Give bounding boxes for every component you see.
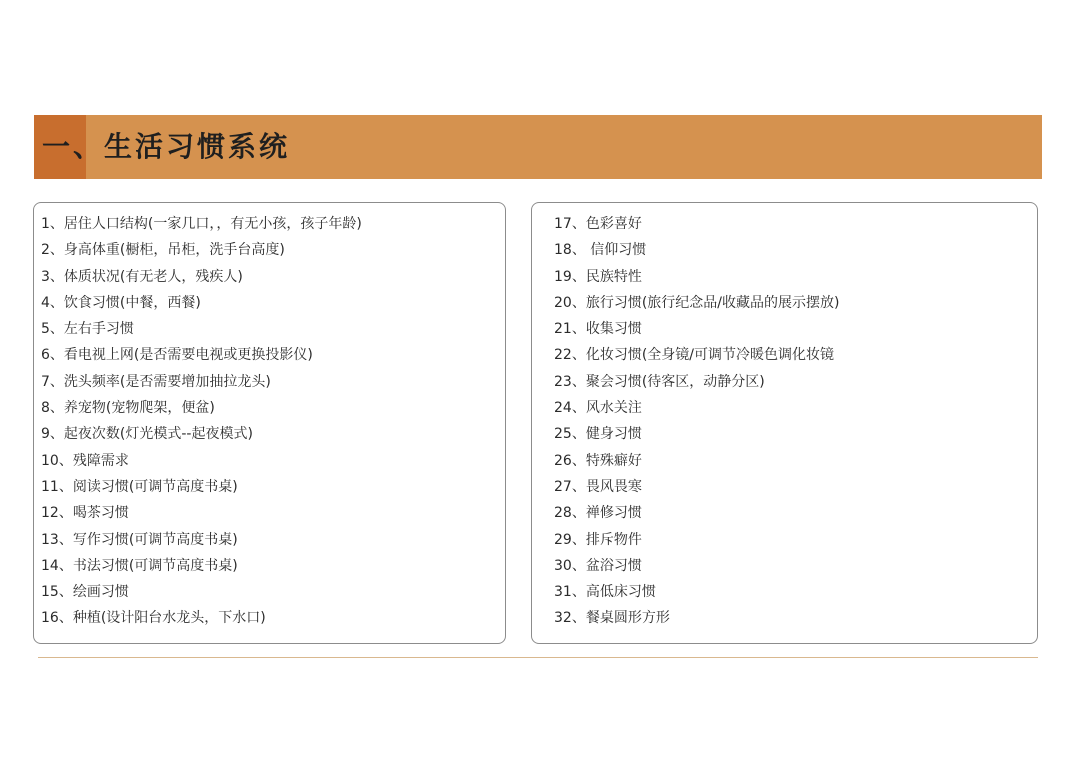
habit-list-item: 30、盆浴习惯 (554, 557, 642, 574)
habit-list-item: 8、养宠物(宠物爬架，便盆) (41, 400, 215, 417)
habit-list-item: 19、民族特性 (554, 268, 642, 285)
habit-list-item: 24、风水关注 (554, 400, 642, 417)
habit-list-item: 14、书法习惯(可调节高度书桌) (41, 557, 238, 574)
habits-list-right (532, 203, 1037, 632)
habit-list-item: 1、居住人口结构(一家几口，，有无小孩，孩子年龄) (41, 216, 362, 232)
habit-list-item: 31、高低床习惯 (554, 584, 656, 601)
habit-list-item: 29、排斥物件 (554, 531, 642, 548)
habit-list-item: 16、种植(设计阳台水龙头，下水口) (41, 610, 266, 627)
footer-divider (38, 657, 1038, 658)
habit-list-item: 18、 信仰习惯 (554, 242, 647, 259)
habit-list-item: 21、收集习惯 (554, 321, 642, 338)
habit-list-item: 23、聚会习惯(待客区，动静分区) (554, 373, 765, 390)
habit-list-item: 22、化妆习惯(全身镜/可调节冷暖色调化妆镜 (554, 347, 834, 364)
habit-list-item: 17、色彩喜好 (554, 216, 642, 232)
habit-list-item: 11、阅读习惯(可调节高度书桌) (41, 478, 238, 495)
habit-list-item: 32、餐桌圆形方形 (554, 610, 670, 627)
habit-list-item: 20、旅行习惯(旅行纪念品/收藏品的展示摆放) (554, 294, 840, 311)
habit-list-item: 7、洗头频率(是否需要增加抽拉龙头) (41, 373, 271, 390)
habits-list-panel-left (33, 202, 506, 644)
habit-list-item: 28、禅修习惯 (554, 505, 642, 522)
habit-list-item: 26、特殊癖好 (554, 452, 642, 469)
habit-list-item: 6、看电视上网(是否需要电视或更换投影仪) (41, 347, 313, 364)
section-header-bar (34, 115, 1042, 179)
habit-list-item: 9、起夜次数(灯光模式--起夜模式) (41, 426, 253, 443)
habit-list-item: 25、健身习惯 (554, 426, 642, 443)
section-title: 一、生活习惯系统 (42, 130, 291, 163)
habit-list-item: 13、写作习惯(可调节高度书桌) (41, 531, 238, 548)
habit-list-item: 3、体质状况(有无老人，残疾人) (41, 268, 243, 285)
habits-list-left (34, 203, 505, 632)
habits-list-panel-right (531, 202, 1038, 644)
habit-list-item: 4、饮食习惯(中餐，西餐) (41, 294, 201, 311)
habit-list-item: 5、左右手习惯 (41, 321, 134, 338)
habit-list-item: 27、畏风畏寒 (554, 478, 642, 495)
habit-list-item: 2、身高体重(橱柜，吊柜，洗手台高度) (41, 242, 285, 259)
habit-list-item: 12、喝茶习惯 (41, 505, 129, 522)
habit-list-item: 10、残障需求 (41, 452, 129, 469)
habit-list-item: 15、绘画习惯 (41, 584, 129, 601)
